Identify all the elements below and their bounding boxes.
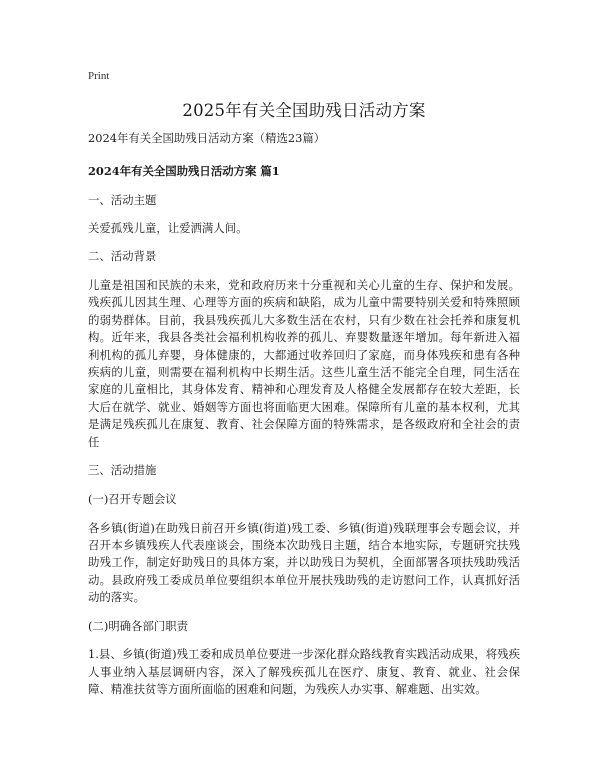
document-body bbox=[88, 130, 520, 710]
heading-activity-background: 二、活动背景 bbox=[88, 249, 157, 264]
heading-measure-meeting: (一)召开专题会议 bbox=[88, 491, 177, 506]
paragraph-activity-background: 儿童是祖国和民族的未来，党和政府历来十分重视和关心儿童的生存、保护和发展。残疾孤儿因其生理、心理等方面的疾病和缺陷，成为儿童中需要特别关爱和特殊照顾的弱势群体。目前，我县残疾孤儿大多数生活在农村，只有少数在社会托养和康复机构。近年来，我县各类社会福利机构收养的孤儿、弃婴数量逐年增加。每年新进入福利机构的孤儿弃婴，身体健康的，大都通过收养回归了家庭，而身体残疾和患有各种疾病的儿童，则需要在福利机构中长期生活。这些儿童生活不能完全自理，同生活在家庭的儿童相比，其身体发育、精神和心理发育及人格健全发展都存在较大差距，长大后在就学、就业、婚姻等方面也将面临更大困难。保障所有儿童的基本权利，尤其是满足残疾孤儿在康复、教育、社会保障方面的特殊需求，是各级政府和全社会的责任 bbox=[88, 277, 520, 449]
document-title: 2025年有关全国助残日活动方案 bbox=[182, 101, 426, 120]
paragraph-measure-responsibilities: 1.县、乡镇(街道)残工委和成员单位要进一步深化群众路线教育实践活动成果，将残疾人事业纳入基层调研内容，深入了解残疾孤儿在医疗、康复、教育、就业、社会保障、精准扶贫等方面所面临的困难和问题，为残疾人办实事、解难题、出实效。 bbox=[88, 647, 520, 697]
heading-activity-measures: 三、活动措施 bbox=[88, 463, 157, 478]
heading-measure-responsibilities: (二)明确各部门职责 bbox=[88, 618, 189, 633]
print-link[interactable]: Print bbox=[88, 70, 110, 82]
heading-activity-theme: 一、活动主题 bbox=[88, 192, 157, 207]
document-subtitle: 2024年有关全国助残日活动方案（精选23篇） bbox=[88, 131, 326, 145]
paragraph-activity-theme: 关爱孤残儿童，让爱洒满人间。 bbox=[88, 221, 248, 236]
section-heading: 2024年有关全国助残日活动方案 篇1 bbox=[88, 163, 280, 178]
paragraph-measure-meeting: 各乡镇(街道)在助残日前召开乡镇(街道)残工委、乡镇(街道)残联理事会专题会议，并召开本乡镇残疾人代表座谈会，围绕本次助残日主题，结合本地实际，专题研究扶残助残工作，制定好助残日的具体方案，并以助残日为契机，全面部署各项扶残助残活动。县政府残工委成员单位要组织本单位开展扶残助残的走访慰问工作，认真抓好活动的落实。 bbox=[88, 520, 520, 605]
